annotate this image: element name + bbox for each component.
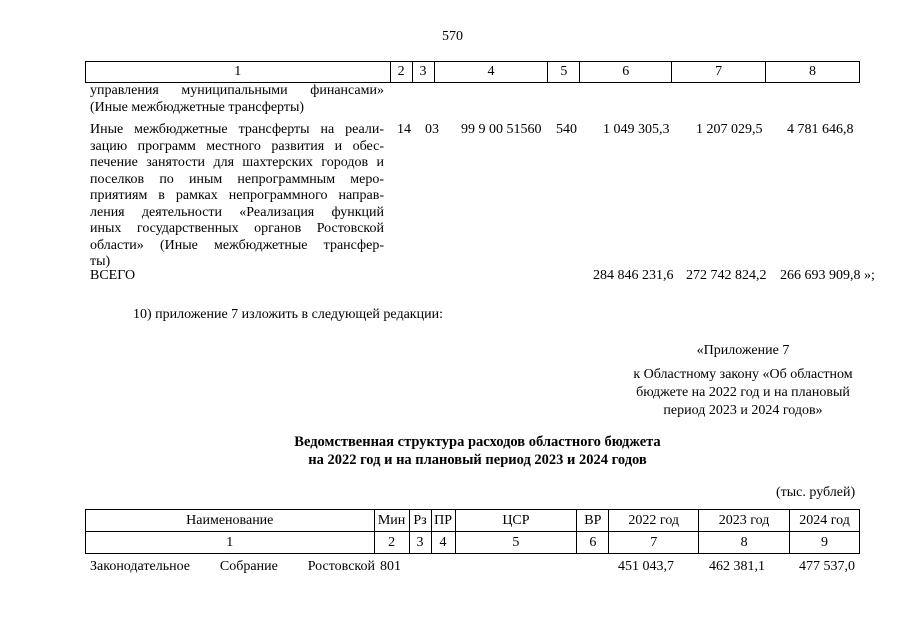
row-name-line: приятиям в рамках непрограммного направ- — [90, 188, 384, 203]
table2 — [85, 509, 860, 554]
table2-num: 1 — [86, 532, 375, 554]
table1-header — [85, 61, 860, 83]
table2-num: 3 — [409, 532, 431, 554]
table2-header-csr: ЦСР — [455, 510, 577, 532]
table1-continuation — [90, 83, 384, 116]
row-c8: 4 781 646,8 — [787, 122, 854, 137]
table2-row-2023: 462 381,1 — [709, 559, 765, 574]
table2-row-name — [90, 559, 375, 576]
table2-num: 8 — [699, 532, 790, 554]
row-c2: 14 — [397, 122, 411, 137]
table1-col-5: 5 — [548, 62, 580, 83]
table1-col-6: 6 — [580, 62, 672, 83]
total-c8: 266 693 909,8 »; — [780, 268, 875, 283]
table2-row-min: 801 — [380, 559, 401, 574]
table2-header-min: Мин — [374, 510, 409, 532]
table1-col-4: 4 — [434, 62, 548, 83]
document-title-line: на 2022 год и на плановый период 2023 и 2024 годов — [308, 452, 647, 468]
appendix-line: бюджете на 2022 год и на плановый — [636, 385, 850, 400]
row-name-line: поселков по иным непрограммным меро- — [90, 171, 384, 187]
row-name-line: Иные межбюджетные трансферты на реали- — [90, 122, 384, 137]
table2-header-vr: ВР — [577, 510, 609, 532]
appendix-title: «Приложение 7 — [696, 343, 790, 358]
table2-header-rz: Рз — [409, 510, 431, 532]
row-name-line: ления деятельности «Реализация функций — [90, 204, 384, 220]
table1-col-2: 2 — [390, 62, 412, 83]
table2-header-2023: 2023 год — [699, 510, 790, 532]
table2-row-2024: 477 537,0 — [799, 559, 855, 574]
table2-row-2022: 451 043,7 — [618, 559, 674, 574]
table2-number-row — [86, 532, 860, 554]
table2-num: 4 — [431, 532, 455, 554]
total-c6: 284 846 231,6 — [593, 268, 674, 283]
table1-col-1: 1 — [86, 62, 391, 83]
table2-header-row — [86, 510, 860, 532]
table1-col-7: 7 — [672, 62, 766, 83]
row-c3: 03 — [425, 122, 439, 137]
total-c7: 272 742 824,2 — [686, 268, 767, 283]
row-name-line: печение занятости для шахтерских городов и — [90, 155, 384, 170]
page-number: 570 — [442, 29, 463, 44]
appendix-line: период 2023 и 2024 годов» — [663, 403, 823, 418]
table2-num: 7 — [609, 532, 699, 554]
row-c7: 1 207 029,5 — [696, 122, 763, 137]
table2-header-pr: ПР — [431, 510, 455, 532]
continuation-line: (Иные межбюджетные трансферты) — [90, 99, 305, 115]
table2-header-2024: 2024 год — [790, 510, 860, 532]
row-name-line: области» (Иные межбюджетные трансфер- — [90, 237, 384, 253]
table2-header-2022: 2022 год — [609, 510, 699, 532]
table1-row-name — [90, 122, 384, 271]
table1-col-3: 3 — [412, 62, 434, 83]
row-name-line: зацию программ местного развития и обес- — [90, 138, 384, 154]
table2-num: 5 — [455, 532, 577, 554]
total-label: ВСЕГО — [90, 268, 136, 283]
units-label: (тыс. рублей) — [776, 485, 856, 500]
table2-header-name: Наименование — [86, 510, 375, 532]
table2-num: 2 — [374, 532, 409, 554]
table2-num: 6 — [577, 532, 609, 554]
row-name-line: иных государственных органов Ростовской — [90, 221, 384, 236]
row-c6: 1 049 305,3 — [603, 122, 670, 137]
row-name-line: ты) — [90, 254, 111, 269]
row-c5: 540 — [556, 122, 577, 137]
continuation-line: управления муниципальными финансами» — [90, 83, 384, 98]
table1-col-8: 8 — [766, 62, 860, 83]
row-name-line: Законодательное Собрание Ростовской — [90, 559, 375, 574]
paragraph-10: 10) приложение 7 изложить в следующей редакции: — [133, 307, 443, 322]
table2-num: 9 — [790, 532, 860, 554]
document-title-line: Ведомственная структура расходов областного бюджета — [294, 434, 661, 450]
document-title — [0, 433, 905, 469]
row-c4: 99 9 00 51560 — [461, 122, 542, 137]
appendix-line: к Областному закону «Об областном — [633, 367, 853, 382]
